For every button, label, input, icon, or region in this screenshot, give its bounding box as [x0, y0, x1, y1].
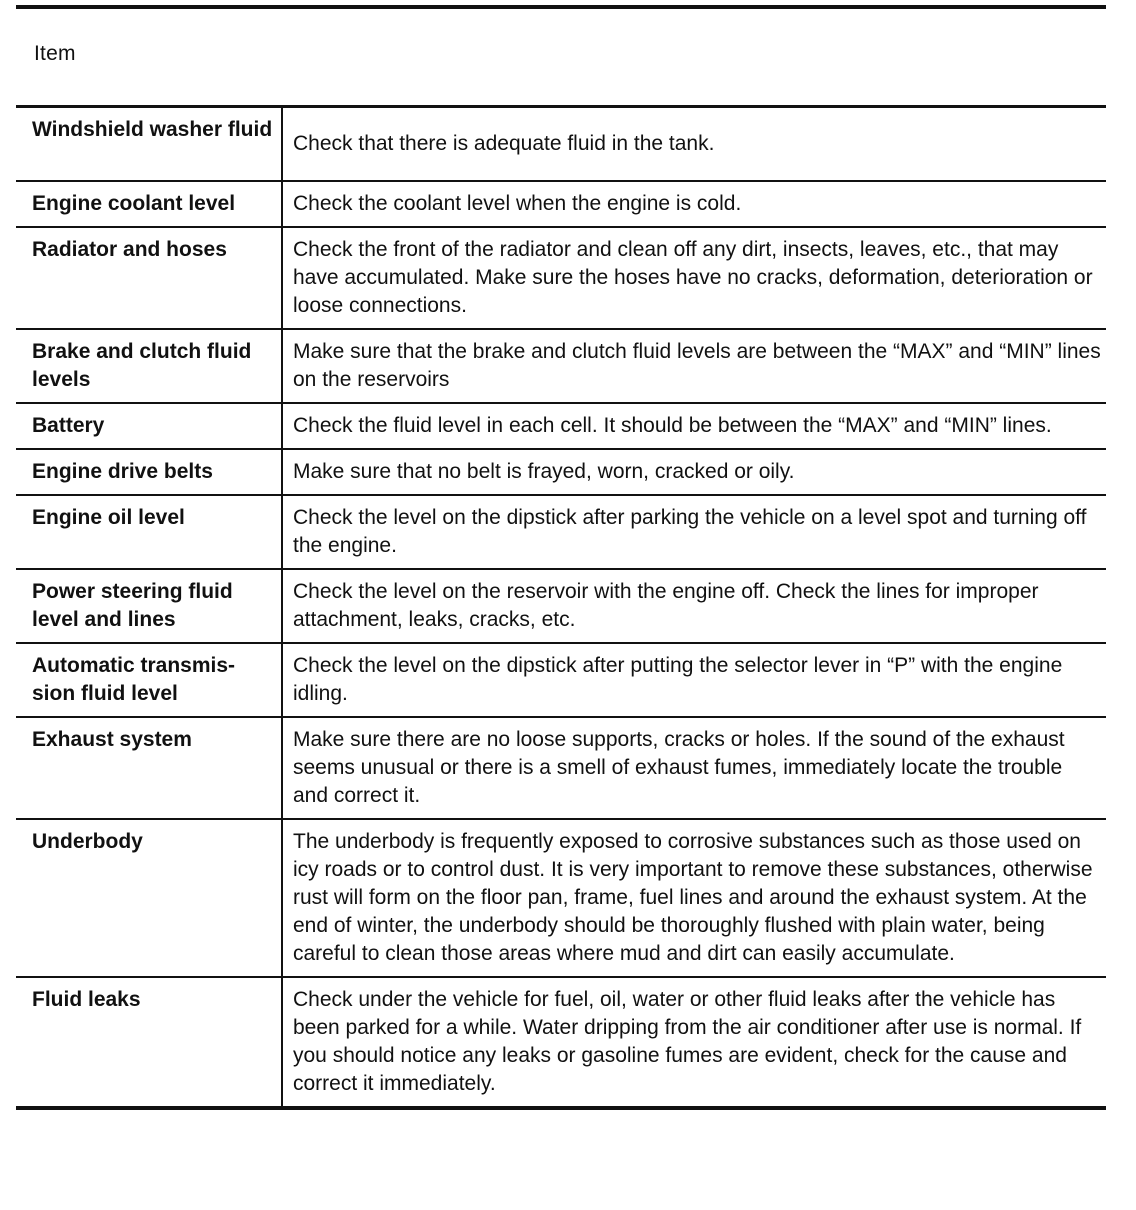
item-description: Check under the vehicle for fuel, oil, water or other fluid leaks after the vehicle has been parked for a while. Water dripping from the air conditioner after use is normal. If you should notice any leaks or gasoline fumes are evident, check for the cause and correct it immediately.: [293, 988, 1082, 1095]
item-name: Power steering fluid level and lines: [16, 569, 282, 643]
table-row: [16, 403, 1106, 449]
item-description: Check the front of the radiator and clean off any dirt, insects, leaves, etc., that may have accumulated. Make sure the hoses have no cracks, deformation, deterioration or loose connections.: [293, 238, 1093, 317]
item-name: Engine coolant level: [16, 181, 282, 227]
top-rule: [16, 5, 1106, 9]
table-row: [16, 181, 1106, 227]
table-row: [16, 643, 1106, 717]
item-description: Check that there is adequate fluid in the tank.: [293, 132, 715, 155]
item-name: Exhaust system: [16, 717, 282, 819]
item-name: Engine drive belts: [16, 449, 282, 495]
item-name: Engine oil level: [16, 495, 282, 569]
item-description: Check the level on the dipstick after parking the vehicle on a level spot and turning off the engine.: [293, 506, 1087, 557]
table-row: [16, 107, 1106, 182]
item-name: Automatic transmis-sion fluid level: [16, 643, 282, 717]
item-name: Radiator and hoses: [16, 227, 282, 329]
table-row: [16, 227, 1106, 329]
table-row: [16, 449, 1106, 495]
item-description: Check the level on the dipstick after putting the selector lever in “P” with the engine idling.: [293, 654, 1063, 705]
table-row: [16, 569, 1106, 643]
item-name: Brake and clutch fluid levels: [16, 329, 282, 403]
item-name: Battery: [16, 403, 282, 449]
table-row: [16, 717, 1106, 819]
item-name: Underbody: [16, 819, 282, 977]
table-row: [16, 329, 1106, 403]
inspection-table: [16, 105, 1106, 1110]
table-row: [16, 819, 1106, 977]
item-description: Make sure that no belt is frayed, worn, cracked or oily.: [293, 460, 795, 483]
table-row: [16, 495, 1106, 569]
item-description: Make sure there are no loose supports, cracks or holes. If the sound of the exhaust seems unusual or there is a smell of exhaust fumes, immediately locate the trouble and correct it.: [293, 728, 1065, 807]
item-description: Check the level on the reservoir with the engine off. Check the lines for improper attachment, leaks, cracks, etc.: [293, 580, 1039, 631]
item-name: Windshield washer fluid: [16, 107, 282, 182]
item-description: The underbody is frequently exposed to corrosive substances such as those used on icy roads or to control dust. It is very important to remove these substances, otherwise rust will form on the floor pan, frame, fuel lines and around the exhaust system. At the end of winter, the underbody should be thoroughly flushed with plain water, being careful to clean those areas where mud and dirt can easily accumulate.: [293, 830, 1093, 965]
table-row: [16, 977, 1106, 1108]
item-name: Fluid leaks: [16, 977, 282, 1108]
item-description: Check the fluid level in each cell. It should be between the “MAX” and “MIN” lines.: [293, 414, 1052, 437]
item-column-header: Item: [34, 42, 76, 65]
item-description: Check the coolant level when the engine is cold.: [293, 192, 742, 215]
item-description: Make sure that the brake and clutch fluid levels are between the “MAX” and “MIN” lines on the reservoirs: [293, 340, 1101, 391]
